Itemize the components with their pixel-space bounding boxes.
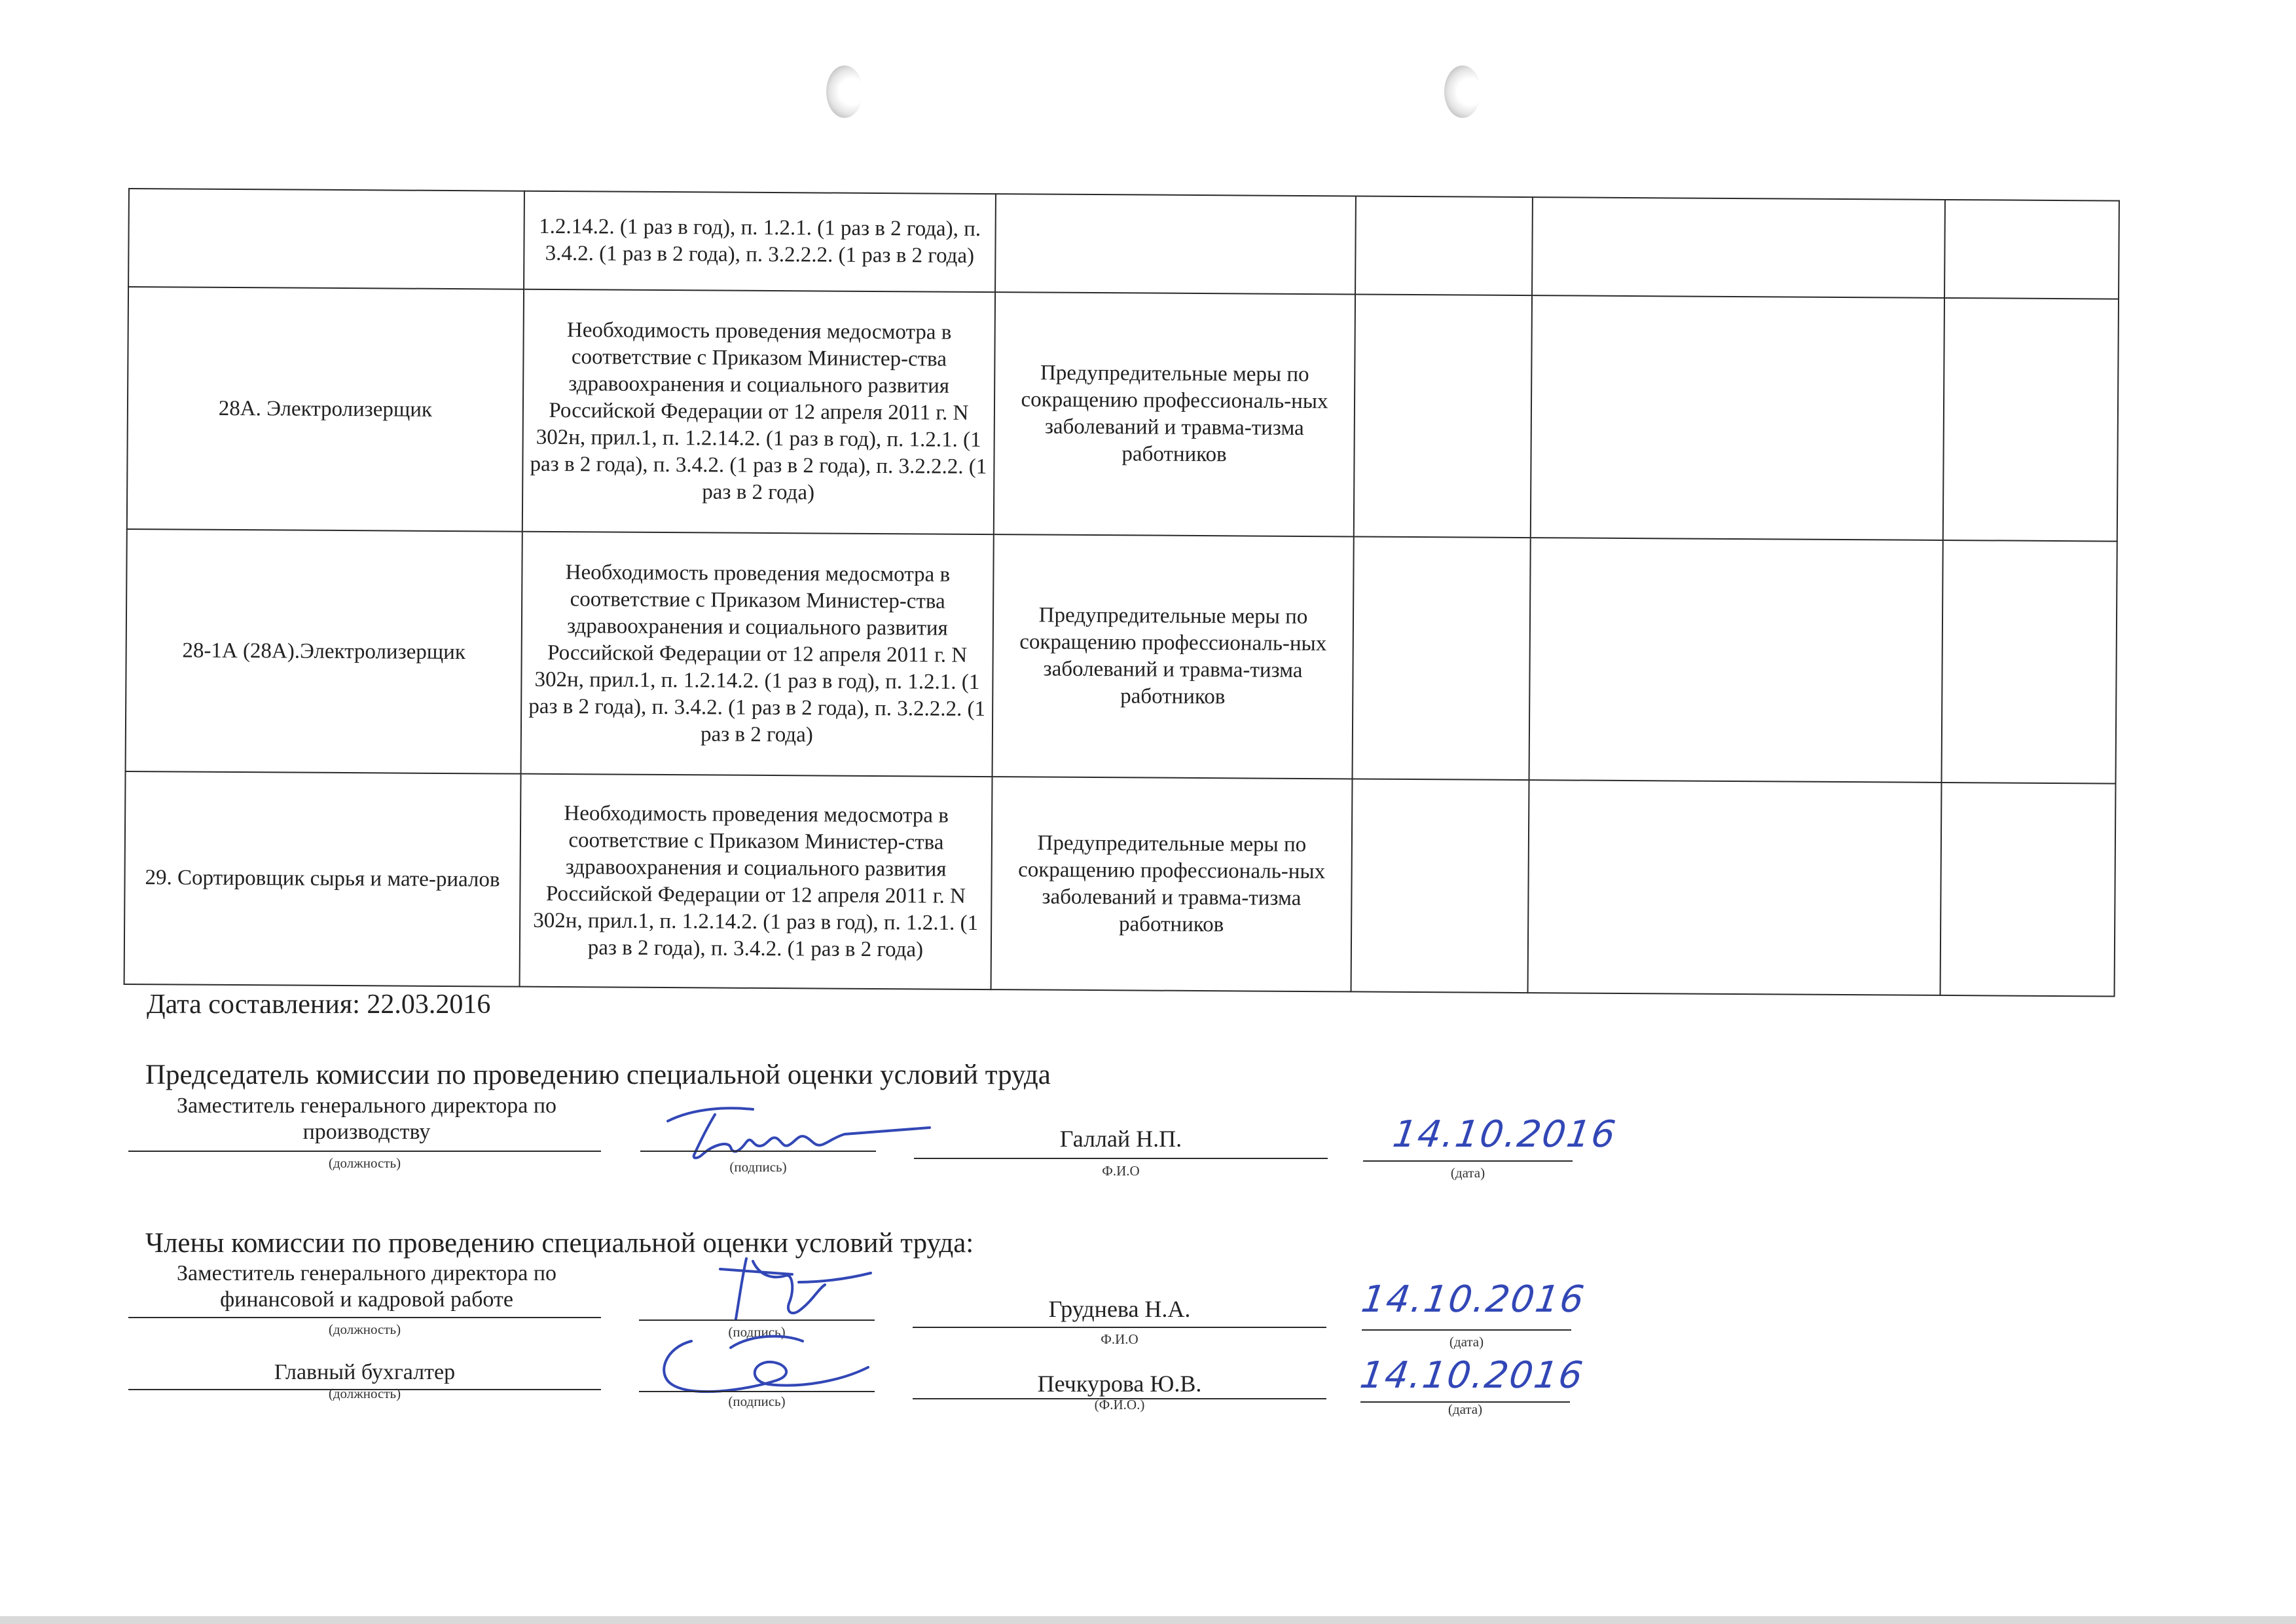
- member-2-signature: [652, 1321, 888, 1400]
- member-1-position-line: [128, 1317, 601, 1318]
- cell-position: [128, 189, 524, 289]
- member-2-position-caption: (должность): [328, 1386, 401, 1401]
- chair-signature-caption: (подпись): [729, 1159, 787, 1175]
- cell-purpose: [995, 194, 1356, 294]
- member-2-signature-line: [639, 1391, 875, 1392]
- cell-empty: [1942, 540, 2117, 784]
- cell-empty: [1355, 196, 1533, 295]
- cell-position: 29. Сортировщик сырья и мате-риалов: [124, 771, 521, 987]
- members-heading: Члены комиссии по проведению специальной оценки условий труда:: [145, 1228, 974, 1259]
- member-1-date-caption: (дата): [1449, 1334, 1484, 1350]
- cell-empty: [1944, 200, 2119, 299]
- chair-handwritten-date: 14.10.2016: [1390, 1113, 1620, 1156]
- punch-hole-left: [826, 65, 863, 118]
- chair-signature-line: [640, 1151, 876, 1152]
- member-1-signature-line: [639, 1320, 875, 1321]
- member-2-name: Печкурова Ю.В.: [1037, 1371, 1202, 1397]
- cell-purpose: Предупредительные меры по сокращению профессиональ-ных заболеваний и травма-тизма работников: [994, 292, 1355, 536]
- cell-empty: [1943, 298, 2119, 542]
- chair-name-line: [914, 1158, 1328, 1159]
- cell-basis: 1.2.14.2. (1 раз в год), п. 1.2.1. (1 раз в 2 года), п. 3.4.2. (1 раз в 2 года), п. 3.2.2.2. (1 раз в 2 года): [524, 191, 996, 292]
- cell-empty: [1941, 783, 2116, 997]
- cell-empty: [1531, 295, 1944, 540]
- member-2-name-caption: (Ф.И.О.): [1094, 1397, 1145, 1412]
- measures-table: [124, 188, 2120, 997]
- member-1-name-line: [913, 1327, 1326, 1328]
- member-1-name-caption: Ф.И.О: [1101, 1331, 1139, 1347]
- chair-position-line: [128, 1151, 601, 1152]
- member-1-position-caption: (должность): [328, 1321, 401, 1337]
- member-2-date-caption: (дата): [1448, 1401, 1483, 1417]
- member-2-handwritten-date: 14.10.2016: [1357, 1354, 1587, 1397]
- member-1-name: Груднева Н.А.: [1048, 1296, 1191, 1322]
- cell-basis: Необходимость проведения медосмотра в соответствие с Приказом Министер-ства здравоохранения и социального развития Российской Федерации от 12 апреля 2011 г. N 302н, прил.1, п. 1.2.14.2. (1 раз в год), п. 1.2.1. (1 раз в 2 года), п. 3.4.2. (1 раз в 2 года): [520, 774, 993, 989]
- chair-signature: [655, 1095, 943, 1167]
- chair-date-line: [1363, 1160, 1573, 1162]
- cell-purpose: Предупредительные меры по сокращению профессиональ-ных заболеваний и травма-тизма работников: [993, 534, 1354, 779]
- member-1-signature: [714, 1256, 884, 1328]
- cell-empty: [1351, 779, 1529, 993]
- cell-empty: [1529, 538, 1943, 783]
- chair-heading: Председатель комиссии по проведению специальной оценки условий труда: [145, 1060, 1051, 1090]
- cell-empty: [1528, 780, 1942, 995]
- cell-empty: [1353, 536, 1531, 780]
- chair-position: Заместитель генерального директора по производству: [176, 1094, 557, 1144]
- scan-edge: [0, 1616, 2296, 1624]
- member-2-position: Главный бухгалтер: [274, 1360, 456, 1384]
- chair-name-caption: Ф.И.О: [1102, 1163, 1140, 1179]
- cell-empty: [1532, 197, 1945, 298]
- table-row: [126, 529, 2117, 784]
- table-row: [128, 189, 2119, 299]
- chair-position-caption: (должность): [328, 1155, 401, 1171]
- cell-empty: [1354, 294, 1532, 538]
- cell-basis: Необходимость проведения медосмотра в соответствие с Приказом Министер-ства здравоохранения и социального развития Российской Федерации от 12 апреля 2011 г. N 302н, прил.1, п. 1.2.14.2. (1 раз в год), п. 1.2.1. (1 раз в 2 года), п. 3.4.2. (1 раз в 2 года), п. 3.2.2.2. (1 раз в 2 года): [521, 532, 994, 777]
- chair-name: Галлай Н.П.: [1059, 1126, 1182, 1152]
- cell-purpose: Предупредительные меры по сокращению профессиональ-ных заболеваний и травма-тизма работников: [991, 777, 1353, 991]
- member-1-handwritten-date: 14.10.2016: [1358, 1278, 1588, 1321]
- member-1-position: Заместитель генерального директора по финансовой и кадровой работе: [176, 1261, 557, 1312]
- member-1-date-line: [1362, 1329, 1571, 1331]
- punch-hole-right: [1444, 65, 1481, 118]
- member-2-signature-caption: (подпись): [728, 1393, 786, 1409]
- compilation-date: Дата составления: 22.03.2016: [147, 989, 491, 1020]
- chair-date-caption: (дата): [1450, 1165, 1485, 1181]
- cell-basis: Необходимость проведения медосмотра в соответствие с Приказом Министер-ства здравоохранения и социального развития Российской Федерации от 12 апреля 2011 г. N 302н, прил.1, п. 1.2.14.2. (1 раз в год), п. 1.2.1. (1 раз в 2 года), п. 3.4.2. (1 раз в 2 года), п. 3.2.2.2. (1 раз в 2 года): [522, 289, 995, 534]
- cell-position: 28А. Электролизерщик: [127, 287, 524, 532]
- member-1-signature-caption: (подпись): [728, 1324, 786, 1340]
- cell-position: 28-1А (28А).Электролизерщик: [126, 529, 522, 774]
- table-row: [124, 771, 2116, 997]
- table-row: [127, 287, 2119, 542]
